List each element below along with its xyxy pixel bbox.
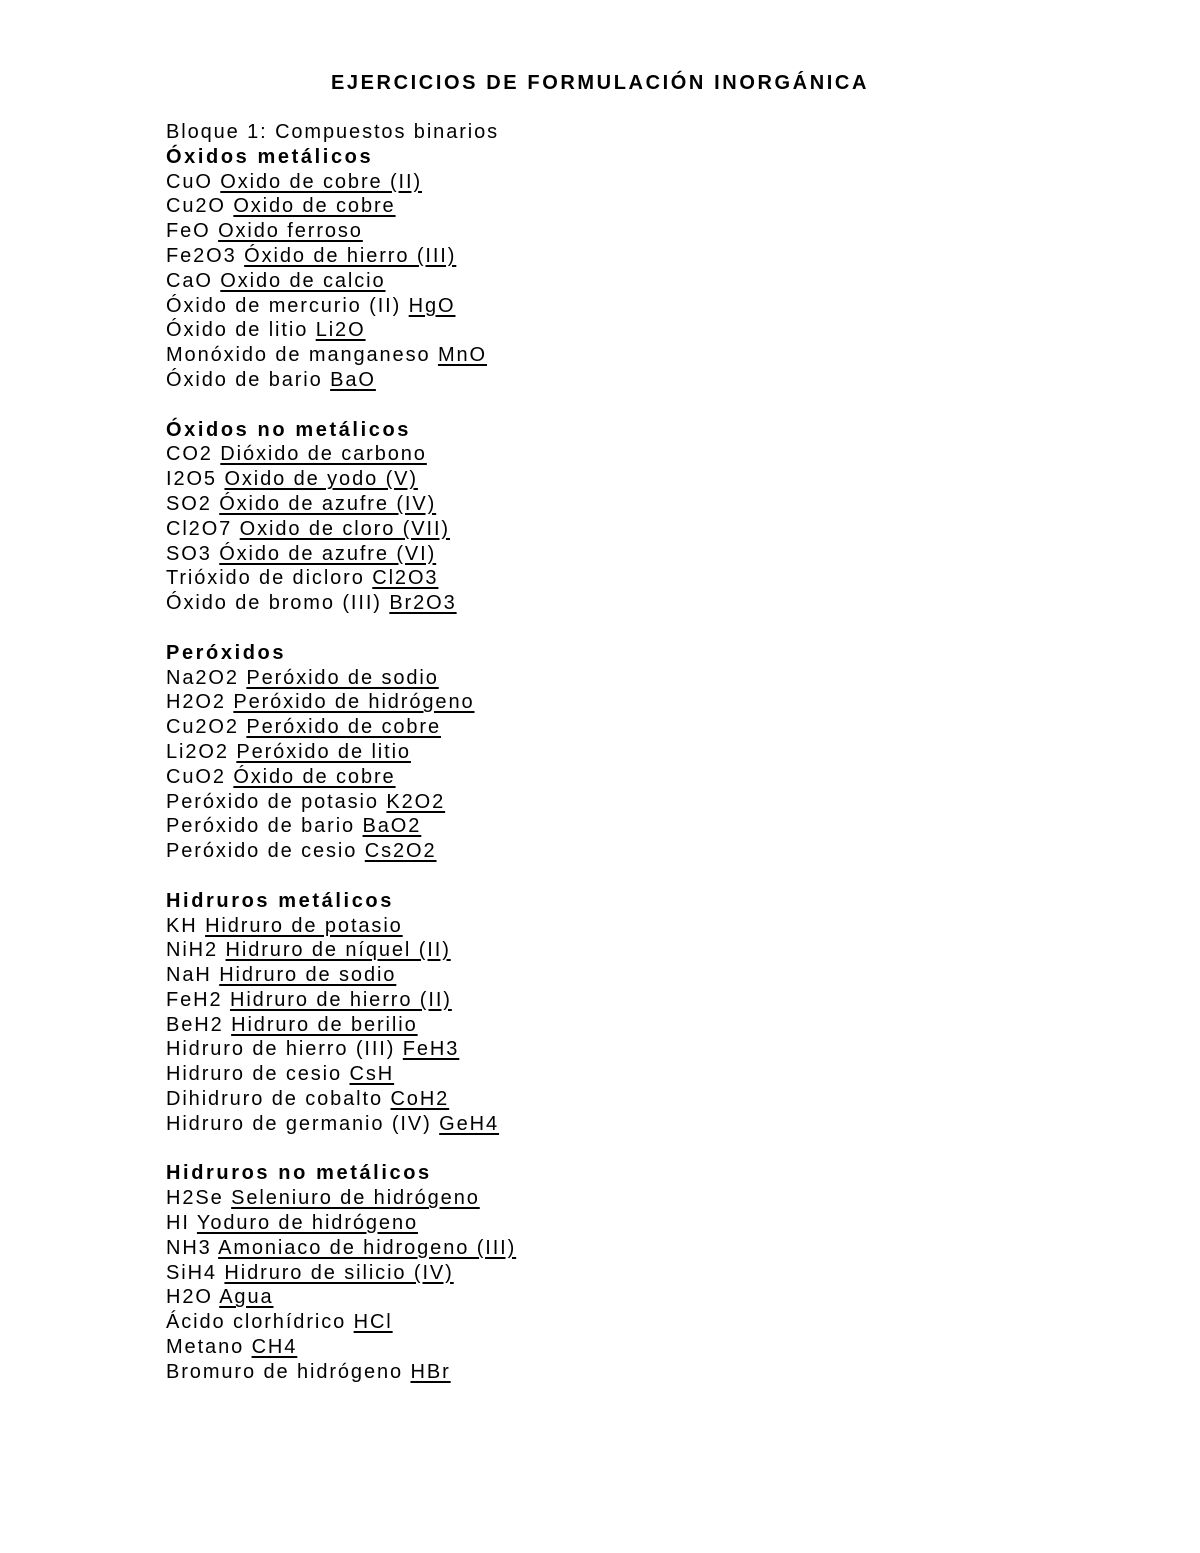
- block-label: Bloque 1: Compuestos binarios: [166, 121, 500, 143]
- blank-line: [166, 393, 1066, 418]
- exercise-prompt: Ácido clorhídrico: [166, 1311, 347, 1334]
- exercise-item: [166, 690, 1066, 715]
- exercise-answer: Oxido de calcio: [220, 269, 386, 292]
- exercise-item: [166, 566, 1066, 591]
- blank-line: [166, 1137, 1066, 1162]
- page-title: EJERCICIOS DE FORMULACIÓN INORGÁNICA: [330, 72, 870, 94]
- exercise-item: [166, 591, 1066, 616]
- exercise-prompt: Dihidruro de cobalto: [166, 1088, 383, 1111]
- exercise-section: [166, 641, 1066, 864]
- exercise-answer: Cs2O2: [364, 840, 437, 863]
- exercise-item: [166, 294, 1066, 319]
- section-heading: Óxidos no metálicos: [166, 418, 412, 441]
- exercise-prompt: FeH2: [166, 988, 223, 1011]
- exercise-prompt: Li2O2: [166, 740, 229, 763]
- exercise-answer: Cl2O3: [372, 567, 439, 590]
- exercise-answer: BaO: [330, 368, 376, 391]
- exercise-item: [166, 194, 1066, 219]
- exercise-section: [166, 145, 1066, 393]
- exercise-item: [166, 765, 1066, 790]
- exercise-answer: Oxido de cloro (VII): [239, 517, 450, 540]
- exercise-prompt: Cu2O2: [166, 716, 239, 739]
- exercise-prompt: NH3: [166, 1236, 212, 1259]
- exercise-item: [166, 269, 1066, 294]
- sections-container: [166, 145, 1066, 1385]
- exercise-section: [166, 418, 1066, 616]
- exercise-prompt: Trióxido de dicloro: [166, 567, 365, 590]
- exercise-prompt: Óxido de bromo (III): [166, 592, 382, 615]
- exercise-item: [166, 542, 1066, 567]
- exercise-answer: Li2O: [315, 319, 366, 342]
- exercise-section: [166, 889, 1066, 1137]
- exercise-answer: Oxido ferroso: [218, 220, 363, 243]
- exercise-item: [166, 988, 1066, 1013]
- exercise-item: [166, 517, 1066, 542]
- exercise-answer: Oxido de cobre (II): [220, 170, 423, 193]
- exercise-answer: Óxido de azufre (IV): [219, 492, 437, 515]
- exercise-item: [166, 1261, 1066, 1286]
- exercise-item: [166, 368, 1066, 393]
- exercise-prompt: Peróxido de potasio: [166, 790, 379, 813]
- exercise-prompt: CuO: [166, 170, 213, 193]
- exercise-answer: HCl: [353, 1311, 393, 1334]
- exercise-answer: Hidruro de potasio: [205, 914, 403, 937]
- exercise-answer: Hidruro de silicio (IV): [224, 1261, 454, 1284]
- exercise-item: [166, 914, 1066, 939]
- exercise-answer: Oxido de yodo (V): [224, 468, 418, 491]
- exercise-answer: FeH3: [402, 1038, 460, 1061]
- section-heading: Peróxidos: [166, 641, 287, 664]
- exercise-item: [166, 1285, 1066, 1310]
- exercise-item: [166, 442, 1066, 467]
- exercise-answer: Yoduro de hidrógeno: [196, 1212, 419, 1235]
- exercise-item: [166, 1037, 1066, 1062]
- exercise-prompt: Óxido de bario: [166, 368, 323, 391]
- exercise-content: [166, 120, 1066, 1385]
- blank-line: [166, 864, 1066, 889]
- exercise-item: [166, 666, 1066, 691]
- exercise-item: [166, 219, 1066, 244]
- exercise-answer: BaO2: [362, 815, 422, 838]
- exercise-answer: HBr: [410, 1360, 451, 1383]
- exercise-answer: GeH4: [439, 1112, 500, 1135]
- exercise-prompt: H2O: [166, 1286, 213, 1309]
- exercise-prompt: BeH2: [166, 1013, 224, 1036]
- exercise-answer: MnO: [437, 344, 488, 367]
- exercise-item: [166, 938, 1066, 963]
- exercise-answer: Oxido de cobre: [233, 195, 396, 218]
- section-heading: Hidruros metálicos: [166, 889, 394, 912]
- exercise-prompt: CO2: [166, 443, 213, 466]
- exercise-answer: Peróxido de cobre: [246, 716, 441, 739]
- exercise-item: [166, 1335, 1066, 1360]
- exercise-prompt: FeO: [166, 220, 211, 243]
- exercise-answer: Peróxido de litio: [236, 740, 411, 763]
- exercise-prompt: Monóxido de manganeso: [166, 344, 431, 367]
- exercise-answer: K2O2: [386, 790, 446, 813]
- section-heading: Óxidos metálicos: [166, 145, 374, 168]
- exercise-answer: CoH2: [390, 1088, 450, 1111]
- exercise-prompt: H2Se: [166, 1187, 224, 1210]
- exercise-item: [166, 814, 1066, 839]
- exercise-answer: CH4: [251, 1336, 298, 1359]
- exercise-prompt: CuO2: [166, 765, 226, 788]
- exercise-prompt: NaH: [166, 964, 212, 987]
- exercise-item: [166, 839, 1066, 864]
- blank-line: [166, 616, 1066, 641]
- exercise-prompt: Fe2O3: [166, 244, 237, 267]
- exercise-item: [166, 715, 1066, 740]
- exercise-item: [166, 467, 1066, 492]
- exercise-prompt: Cl2O7: [166, 517, 233, 540]
- section-heading: Hidruros no metálicos: [166, 1162, 432, 1185]
- exercise-answer: Hidruro de níquel (II): [225, 939, 451, 962]
- exercise-item: [166, 1360, 1066, 1385]
- exercise-prompt: H2O2: [166, 691, 226, 714]
- exercise-prompt: Hidruro de cesio: [166, 1063, 343, 1086]
- exercise-prompt: KH: [166, 914, 198, 937]
- exercise-answer: Peróxido de sodio: [246, 666, 439, 689]
- exercise-answer: Óxido de azufre (VI): [219, 542, 437, 565]
- exercise-prompt: Peróxido de cesio: [166, 840, 358, 863]
- exercise-prompt: SO2: [166, 492, 212, 515]
- exercise-answer: Hidruro de sodio: [219, 964, 397, 987]
- exercise-item: [166, 318, 1066, 343]
- exercise-prompt: I2O5: [166, 468, 217, 491]
- exercise-prompt: CaO: [166, 269, 221, 292]
- exercise-item: [166, 1062, 1066, 1087]
- exercise-answer: HgO: [408, 294, 456, 317]
- exercise-item: [166, 1211, 1066, 1236]
- exercise-prompt: Cu2O: [166, 195, 226, 218]
- exercise-answer: Br2O3: [389, 592, 457, 615]
- exercise-answer: Óxido de cobre: [233, 765, 396, 788]
- exercise-item: [166, 1310, 1066, 1335]
- exercise-prompt: Hidruro de hierro (III): [166, 1038, 396, 1061]
- exercise-prompt: HI: [166, 1212, 190, 1235]
- exercise-item: [166, 343, 1066, 368]
- exercise-answer: Peróxido de hidrógeno: [233, 691, 475, 714]
- exercise-prompt: Metano: [166, 1336, 245, 1359]
- exercise-answer: Agua: [219, 1286, 274, 1309]
- exercise-answer: Hidruro de berilio: [231, 1013, 418, 1036]
- exercise-item: [166, 790, 1066, 815]
- exercise-item: [166, 244, 1066, 269]
- exercise-answer: Óxido de hierro (III): [244, 244, 457, 267]
- exercise-item: [166, 740, 1066, 765]
- exercise-prompt: SO3: [166, 542, 212, 565]
- exercise-prompt: SiH4: [166, 1261, 217, 1284]
- exercise-prompt: Óxido de mercurio (II): [166, 294, 402, 317]
- exercise-answer: Dióxido de carbono: [220, 443, 427, 466]
- exercise-item: [166, 1013, 1066, 1038]
- exercise-answer: CsH: [349, 1063, 395, 1086]
- exercise-answer: Amoniaco de hidrogeno (III): [218, 1236, 517, 1259]
- exercise-item: [166, 1236, 1066, 1261]
- exercise-item: [166, 492, 1066, 517]
- exercise-answer: Hidruro de hierro (II): [229, 988, 452, 1011]
- exercise-prompt: Hidruro de germanio (IV): [166, 1112, 432, 1135]
- exercise-section: [166, 1161, 1066, 1384]
- exercise-prompt: Peróxido de bario: [166, 815, 356, 838]
- exercise-item: [166, 170, 1066, 195]
- exercise-prompt: Óxido de litio: [166, 319, 309, 342]
- exercise-answer: Seleniuro de hidrógeno: [231, 1187, 480, 1210]
- exercise-prompt: Na2O2: [166, 666, 239, 689]
- exercise-item: [166, 1186, 1066, 1211]
- exercise-prompt: Bromuro de hidrógeno: [166, 1360, 404, 1383]
- exercise-item: [166, 1087, 1066, 1112]
- exercise-prompt: NiH2: [166, 939, 219, 962]
- exercise-item: [166, 1112, 1066, 1137]
- exercise-item: [166, 963, 1066, 988]
